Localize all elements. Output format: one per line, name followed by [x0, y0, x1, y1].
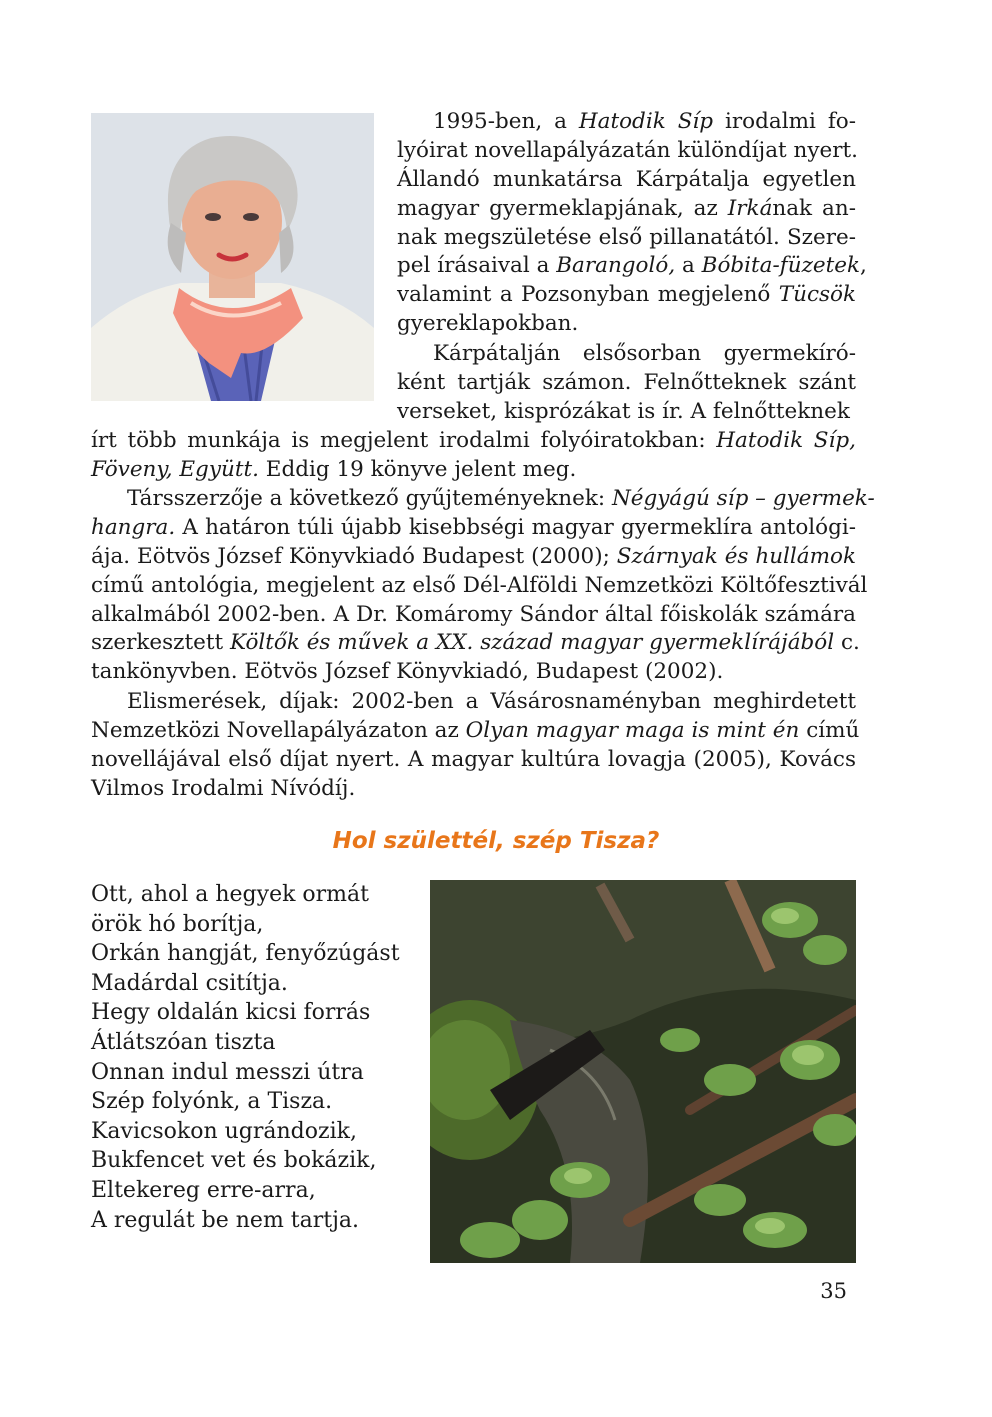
- text-line: írt több munkája is megjelent irodalmi folyóiratokban: Hatodik Síp,: [91, 428, 856, 453]
- text-line: magyar gyermeklapjának, az Irkának an-: [397, 195, 856, 221]
- poem-title: Hol születtél, szép Tisza?: [332, 828, 660, 854]
- poem-text: [91, 880, 400, 1235]
- poem-line: Hegy oldalán kicsi forrás: [91, 1000, 371, 1026]
- text-line: Állandó munkatársa Kárpátalja egyetlen: [397, 166, 856, 192]
- poem-line: Szép folyónk, a Tisza.: [91, 1089, 333, 1115]
- italic-title: Olyan magyar maga is mint én: [465, 717, 800, 743]
- poem-line: Kavicsokon ugrándozik,: [91, 1118, 357, 1144]
- bio-paragraph-2-continued: [91, 427, 856, 485]
- text-line: Nemzetközi Novellapályázaton az Olyan magyar maga is mint én című: [91, 717, 860, 743]
- italic-title: Bóbita-füzetek: [701, 253, 861, 279]
- italic-title: Irká: [727, 195, 773, 221]
- poem-line: Ott, ahol a hegyek ormát: [91, 882, 369, 907]
- poem-line: A regulát be nem tartja.: [91, 1207, 360, 1233]
- text-line: Kárpátalján elsősorban gyermekíró-: [433, 341, 856, 366]
- text-line: valamint a Pozsonyban megjelenő Tücsök: [397, 282, 856, 308]
- bio-paragraph-4: [91, 688, 860, 804]
- text-line: verseket, kisprózákat is ír. A felnőtteknek: [397, 398, 850, 424]
- text-line: alkalmából 2002-ben. A Dr. Komáromy Sándor által főiskolák számára: [91, 601, 856, 627]
- text-line: novellájával első díjat nyert. A magyar kultúra lovagja (2005), Kovács: [91, 746, 856, 772]
- text-line: Társszerzője a következő gyűjteményeknek: Négyágú síp – gyermek-: [127, 486, 875, 511]
- bio-paragraph-1: [397, 108, 867, 339]
- italic-title: Szárnyak és hullámok: [616, 543, 856, 569]
- text-line: című antológia, megjelent az első Dél-Alföldi Nemzetközi Költőfesztivál: [91, 572, 868, 598]
- page-number: 35: [820, 1279, 847, 1303]
- text-line: tankönyvben. Eötvös József Könyvkiadó, Budapest (2002).: [91, 659, 724, 685]
- italic-title: Barangoló,: [556, 253, 676, 279]
- poem-line: Bukfencet vet és bokázik,: [91, 1148, 377, 1174]
- text-line: ként tartják számon. Felnőtteknek szánt: [397, 369, 856, 395]
- poem-line: Orkán hangját, fenyőzúgást: [91, 941, 400, 967]
- italic-title: hangra.: [91, 514, 176, 540]
- poem-line: Madárdal csitítja.: [91, 970, 288, 996]
- text-line: Vilmos Irodalmi Nívódíj.: [91, 775, 356, 801]
- text-line: hangra. A határon túli újabb kisebbségi magyar gyermeklíra antológi-: [91, 514, 856, 540]
- italic-title: Hatodik Síp,: [716, 428, 856, 453]
- text-line: pel írásaival a Barangoló, a Bóbita-füzetek,: [397, 253, 867, 279]
- poem-line: örök hó borítja,: [91, 911, 264, 937]
- poem-line: Átlátszóan tiszta: [91, 1029, 276, 1055]
- italic-title: Föveny, Együtt.: [91, 456, 259, 482]
- poem-line: Onnan indul messzi útra: [91, 1059, 364, 1085]
- text-line: gyereklapokban.: [397, 311, 579, 337]
- text-line: szerkesztett Költők és művek a XX. század magyar gyermeklírájából c.: [91, 630, 860, 656]
- bio-paragraph-2: [397, 340, 856, 427]
- mountain-spring-photo: [430, 880, 856, 1263]
- text-line: ája. Eötvös József Könyvkiadó Budapest (2000); Szárnyak és hullámok: [91, 543, 856, 569]
- italic-title: Hatodik Síp: [578, 109, 714, 134]
- text-line: nak megszületése első pillanatától. Szere-: [397, 224, 856, 250]
- author-portrait-photo: [91, 113, 374, 401]
- italic-title: Tücsök: [778, 282, 856, 308]
- text-line: lyóirat novellapályázatán különdíjat nyert.: [397, 137, 858, 163]
- italic-title: Négyágú síp – gyermek-: [611, 486, 875, 511]
- bio-paragraph-3: [91, 485, 875, 687]
- text-line: Elismerések, díjak: 2002-ben a Vásárosnaményban meghirdetett: [127, 689, 856, 714]
- text-line: Föveny, Együtt. Eddig 19 könyve jelent meg.: [91, 456, 577, 482]
- poem-line: Eltekereg erre-arra,: [91, 1177, 316, 1203]
- text-line: 1995-ben, a Hatodik Síp irodalmi fo-: [433, 109, 856, 134]
- italic-title: Költők és művek a XX. század magyar gyermeklírájából: [229, 630, 835, 656]
